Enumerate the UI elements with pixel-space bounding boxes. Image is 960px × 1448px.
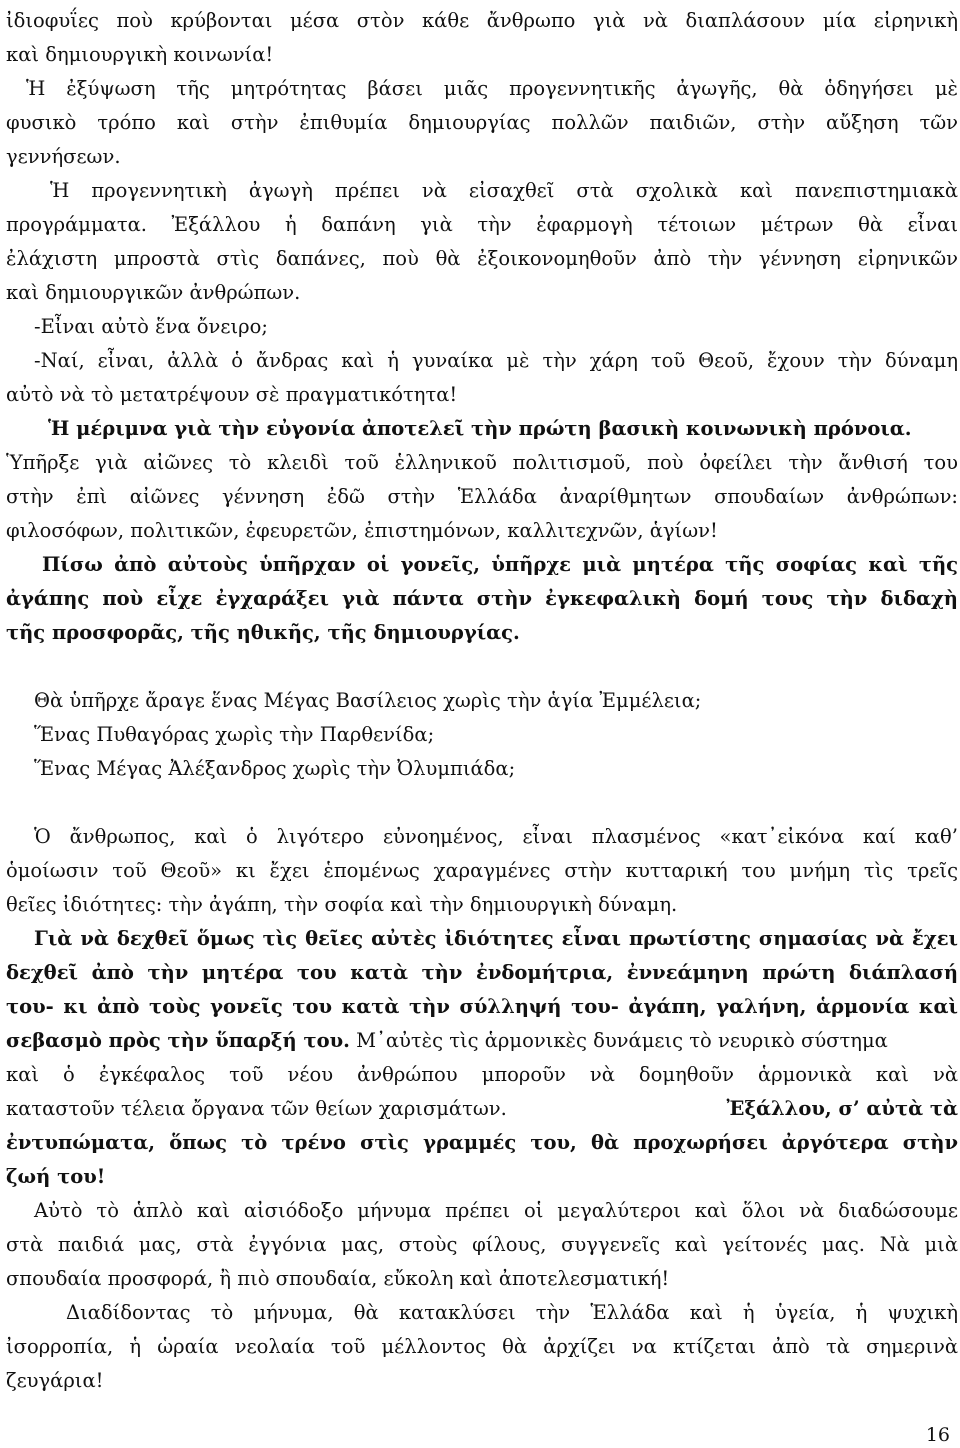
text-line: δεχθεῖ ἀπὸ τὴν μητέρα του κατὰ τὴν ἐνδομήτρια, ἐννεάμηνη πρώτη διάπλασή <box>6 961 958 984</box>
text-run: Μ᾿αὐτὲς τὶς ἁρμονικὲς δυνάμεις τὸ νευρικὸ σύστημα <box>349 1029 888 1052</box>
text-line: Γιὰ νὰ δεχθεῖ ὅμως τὶς θεῖες αὐτὲς ἰδιότητες εἶναι πρωτίστης σημασίας νὰ ἔχει <box>34 927 958 950</box>
text-line: στὴν ἐπὶ αἰῶνες γέννηση ἐδῶ στὴν Ἑλλάδα ἀναρίθμητων σπουδαίων ἀνθρώπων: <box>6 485 958 508</box>
text-line: καὶ ὁ ἐγκέφαλος τοῦ νέου ἀνθρώπου μποροῦν νὰ δομηθοῦν ἁρμονικὰ καὶ νὰ <box>6 1063 958 1086</box>
text-line: καὶ δημιουργικὴ κοινωνία! <box>6 43 274 66</box>
text-line <box>6 1092 958 1126</box>
text-line: -Ναί, εἶναι, ἀλλὰ ὁ ἄνδρας καὶ ἡ γυναίκα μὲ τὴν χάρη τοῦ Θεοῦ, ἔχουν τὴν δύναμη <box>34 349 958 372</box>
text-line: Ἡ μέριμνα γιὰ τὴν εὐγονία ἀποτελεῖ τὴν πρώτη βασικὴ κοινωνικὴ πρόνοια. <box>48 417 912 440</box>
text-line: φυσικὸ τρόπο καὶ στὴν ἐπιθυμία δημιουργίας πολλῶν παιδιῶν, στὴν αὔξηση τῶν <box>6 111 958 134</box>
text-line: φιλοσόφων, πολιτικῶν, ἐφευρετῶν, ἐπιστημόνων, καλλιτεχνῶν, ἁγίων! <box>6 519 718 542</box>
text-line: -Εἶναι αὐτὸ ἕνα ὄνειρο; <box>34 315 268 338</box>
text-line: ἰσορροπία, ἡ ὡραία νεολαία τοῦ μέλλοντος θὰ ἀρχίζει να κτίζεται ἀπὸ τὰ σημερινὰ <box>6 1335 958 1358</box>
text-line: Πίσω ἀπὸ αὐτοὺς ὑπῆρχαν οἱ γονεῖς, ὑπῆρχε μιὰ μητέρα τῆς σοφίας καὶ τῆς <box>42 553 958 576</box>
text-line: ζευγάρια! <box>6 1369 104 1392</box>
text-line: αὐτὸ νὰ τὸ μετατρέψουν σὲ πραγματικότητα! <box>6 383 458 406</box>
text-line: καὶ δημιουργικῶν ἀνθρώπων. <box>6 281 301 304</box>
text-line: θεῖες ἰδιότητες: τὴν ἀγάπη, τὴν σοφία καὶ τὴν δημιουργικὴ δύναμη. <box>6 893 678 916</box>
document-page <box>6 4 958 1398</box>
text-line: ἐλάχιστη μπροστὰ στὶς δαπάνες, ποὺ θὰ ἐξοικονομηθοῦν ἀπὸ τὴν γέννηση εἰρηνικῶν <box>6 247 958 270</box>
page-number: 16 <box>925 1424 950 1446</box>
text-line: προγράμματα. Ἐξάλλου ἡ δαπάνη γιὰ τὴν ἐφαρμογὴ τέτοιων μέτρων θὰ εἶναι <box>6 213 958 236</box>
text-line: Ἕνας Μέγας Ἀλέξανδρος χωρὶς τὴν Ὀλυμπιάδα; <box>34 757 516 780</box>
text-line: Ἡ προγεννητικὴ ἀγωγὴ πρέπει νὰ εἰσαχθεῖ στὰ σχολικὰ καὶ πανεπιστημιακὰ <box>50 179 958 202</box>
paragraph-gap <box>6 650 958 684</box>
text-line: Ἡ ἐξύψωση τῆς μητρότητας βάσει μιᾶς προγεννητικῆς ἀγωγῆς, θὰ ὁδηγήσει μὲ <box>26 77 958 100</box>
text-line: Θὰ ὑπῆρχε ἄραγε ἕνας Μέγας Βασίλειος χωρὶς τὴν ἁγία Ἐμμέλεια; <box>34 689 702 712</box>
text-line: σπουδαία προσφορά, ἢ πιὸ σπουδαία, εὔκολη καὶ ἀποτελεσματική! <box>6 1267 670 1290</box>
bold-run: σεβασμὸ πρὸς τὴν ὕπαρξή του. <box>6 1029 350 1052</box>
text-line <box>6 1024 958 1058</box>
text-line: ἰδιοφυΐες ποὺ κρύβονται μέσα στὸν κάθε ἄνθρωπο γιὰ νὰ διαπλάσουν μία εἰρηνικὴ <box>6 9 958 32</box>
text-line: Ἕνας Πυθαγόρας χωρὶς τὴν Παρθενίδα; <box>34 723 435 746</box>
text-line: Διαδίδοντας τὸ μήνυμα, θὰ κατακλύσει τὴν Ἑλλάδα καὶ ἡ ὑγεία, ἡ ψυχικὴ <box>66 1301 958 1324</box>
bold-run: Ἐξάλλου, σ’ αὐτὰ τὰ <box>726 1097 958 1120</box>
text-line: στὰ παιδιά μας, στὰ ἐγγόνια μας, στοὺς φίλους, συγγενεῖς καὶ γείτονές μας. Νὰ μιὰ <box>6 1233 958 1256</box>
text-line: γεννήσεων. <box>6 145 121 168</box>
text-line: ἐντυπώματα, ὅπως τὸ τρένο στὶς γραμμές του, θὰ προχωρήσει ἀργότερα στὴν <box>6 1131 958 1154</box>
text-line: Αὐτὸ τὸ ἁπλὸ καὶ αἰσιόδοξο μήνυμα πρέπει οἱ μεγαλύτεροι καὶ ὅλοι νὰ διαδώσουμε <box>34 1199 958 1222</box>
text-run: καταστοῦν τέλεια ὄργανα τῶν θείων χαρισμάτων. <box>6 1097 507 1120</box>
text-line: Ὁ ἄνθρωπος, καὶ ὁ λιγότερο εὐνοημένος, εἶναι πλασμένος «κατ᾿εἰκόνα καί καθ’ <box>34 825 958 848</box>
text-line: ἀγάπης ποὺ εἶχε ἐγχαράξει γιὰ πάντα στὴν ἐγκεφαλικὴ δομή τους τὴν διδαχὴ <box>6 587 958 610</box>
text-line: ὁμοίωσιν τοῦ Θεοῦ» κι ἔχει ἑπομένως χαραγμένες στὴν κυτταρική του μνήμη τὶς τρεῖς <box>6 859 958 882</box>
text-line: Ὑπῆρξε γιὰ αἰῶνες τὸ κλειδὶ τοῦ ἑλληνικοῦ πολιτισμοῦ, ποὺ ὀφείλει τὴν ἄνθισή του <box>6 451 958 474</box>
paragraph-gap <box>6 786 958 820</box>
text-line: του- κι ἀπὸ τοὺς γονεῖς του κατὰ τὴν σύλληψή του- ἀγάπη, γαλήνη, ἁρμονία καὶ <box>6 995 958 1018</box>
text-line: τῆς προσφορᾶς, τῆς ηθικῆς, τῆς δημιουργίας. <box>6 621 520 644</box>
text-line: ζωή του! <box>6 1165 106 1188</box>
